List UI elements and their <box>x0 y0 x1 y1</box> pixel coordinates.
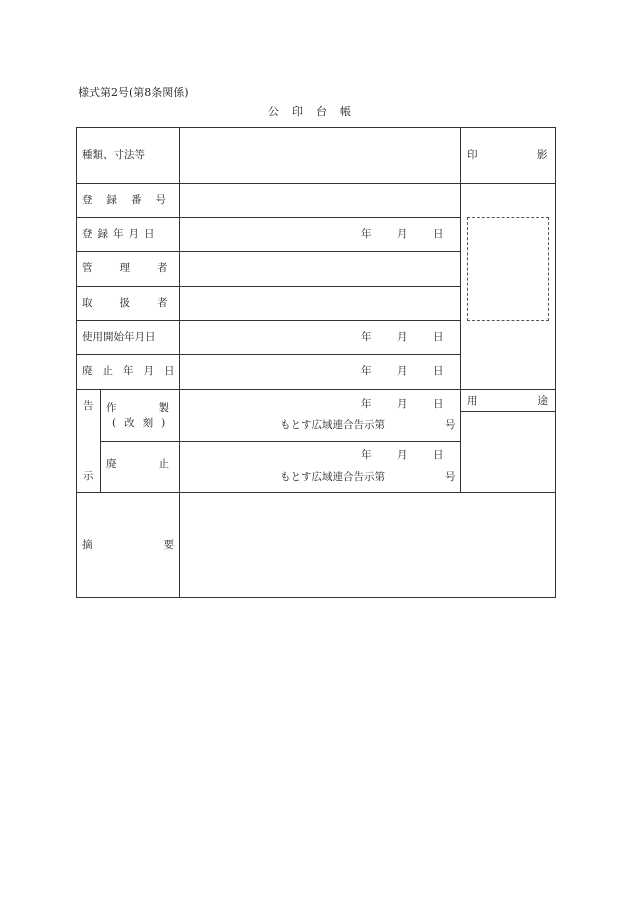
notice-label-top: 告 <box>83 400 94 412</box>
year-label: 年 <box>361 228 372 240</box>
day-label: 日 <box>433 331 444 343</box>
start-date-label: 使用開始年月日 <box>82 331 156 343</box>
usage-label: 用途 <box>467 395 608 407</box>
manager-field[interactable] <box>180 252 460 286</box>
day-label: 日 <box>433 398 444 410</box>
month-label: 月 <box>397 449 408 461</box>
day-label: 日 <box>433 365 444 377</box>
stamp-impression-box <box>467 217 549 321</box>
month-label: 月 <box>397 331 408 343</box>
make-notice-suffix: 号 <box>445 419 456 431</box>
summary-field[interactable] <box>180 493 555 597</box>
year-label: 年 <box>361 449 372 461</box>
revise-label: (改刻) <box>112 417 174 429</box>
year-label: 年 <box>361 331 372 343</box>
kind-size-label: 種類、寸法等 <box>82 149 145 161</box>
notice-label-bottom: 示 <box>83 470 94 482</box>
handler-field[interactable] <box>180 287 460 320</box>
month-label: 月 <box>397 398 408 410</box>
abolish-notice-suffix: 号 <box>445 471 456 483</box>
day-label: 日 <box>433 228 444 240</box>
page-title: 公 印 台 帳 <box>268 105 352 118</box>
impression-label: 印 <box>467 149 478 161</box>
abolish-notice-prefix: もとす広域連合告示第 <box>280 471 385 483</box>
registration-number-field[interactable] <box>180 184 460 217</box>
year-label: 年 <box>361 398 372 410</box>
month-label: 月 <box>397 365 408 377</box>
manager-label: 管理者 <box>82 262 195 274</box>
usage-field[interactable] <box>461 412 555 492</box>
day-label: 日 <box>433 449 444 461</box>
handler-label: 取扱者 <box>82 297 195 309</box>
abolish-label: 廃止 <box>106 458 211 470</box>
impression-label-2: 影 <box>537 149 548 161</box>
make-label: 作製 <box>106 402 211 414</box>
year-label: 年 <box>361 365 372 377</box>
registration-date-label: 登録年月日 <box>82 228 160 240</box>
kind-size-field[interactable] <box>180 128 460 183</box>
summary-label: 摘要 <box>82 539 245 551</box>
month-label: 月 <box>397 228 408 240</box>
abolish-date-label: 廃止年月日 <box>82 365 185 377</box>
make-notice-prefix: もとす広域連合告示第 <box>280 419 385 431</box>
form-number: 様式第2号(第8条関係) <box>78 86 189 99</box>
registration-number-label: 登録番号 <box>82 194 180 206</box>
